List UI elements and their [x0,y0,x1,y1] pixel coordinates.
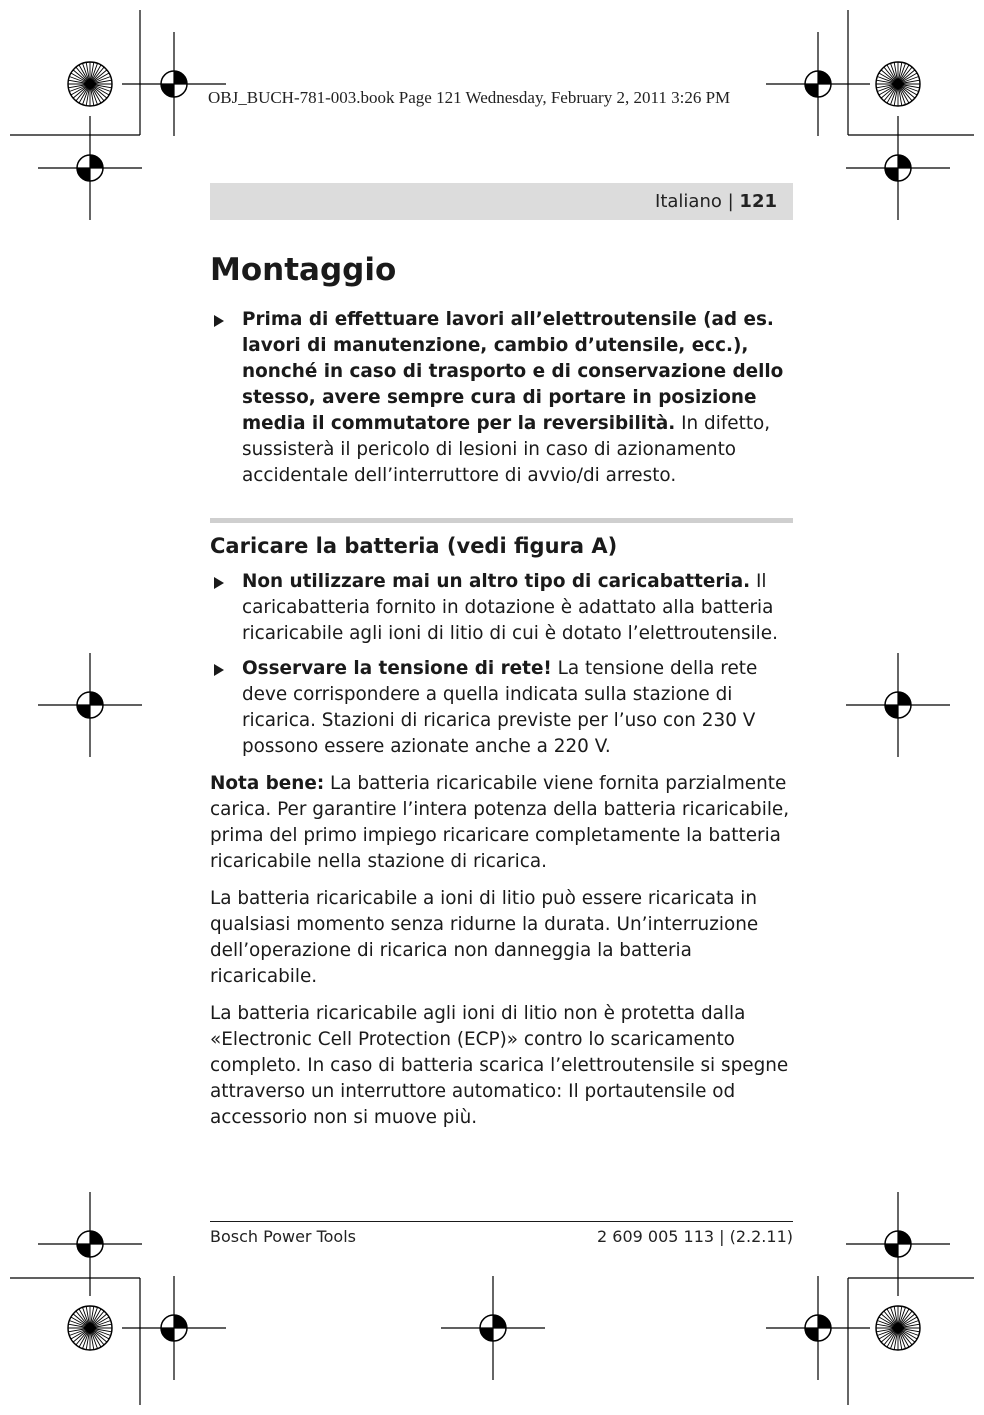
footer-brand: Bosch Power Tools [210,1227,356,1246]
warning-bold-text: Prima di effettuare lavori all’elettroutensile (ad es. lavori di manutenzione, cambio d’utensile, ecc.), nonché in caso di trasporto e di conservazione dello stesso, avere sempre cura di portare in posizione media il commutatore per la reversibilità. [242,309,784,434]
warning-item [210,307,793,489]
bullet-bold-text: Osservare la tensione di rete! [242,658,552,679]
bullet-item [210,656,793,760]
page-header [210,183,793,220]
note-text: La batteria ricaricabile viene fornita parzialmente carica. Per garantire l’intera potenza della batteria ricaricabile, prima del primo impiego ricaricare completamente la batteria ricaricabile nella stazione di ricarica. [210,773,790,872]
footer-rule [210,1221,793,1222]
bullet-text: Il caricabatteria fornito in dotazione è adattato alla batteria ricaricabile agli ioni di litio di cui è dotato l’elettroutensile. [242,571,778,644]
page-header-text [655,183,777,220]
bullet-bold-text: Non utilizzare mai un altro tipo di caricabatteria. [242,571,751,592]
bullet-triangle-icon [214,315,224,327]
body-paragraph: La batteria ricaricabile agli ioni di litio non è protetta dalla «Electronic Cell Protection (ECP)» contro lo scaricamento completo. In caso di batteria scarica l’elettroutensile si spegne attraverso un interruttore automatico: Il portautensile od accessorio non si muove più. [210,1003,789,1128]
sunburst-target-top-left [68,62,112,106]
section-title: Montaggio [210,252,397,288]
registration-cross-left-middle [38,653,142,757]
subsection-title: Caricare la batteria (vedi figura A) [210,534,618,558]
page-number: 121 [739,191,777,212]
footer-doc-number: 2 609 005 113 | (2.2.11) [597,1227,793,1246]
registration-cross-right-middle [846,653,950,757]
note-paragraph [210,771,793,875]
bullet-triangle-icon [214,664,224,676]
bullet-item [210,569,793,647]
registration-cross-bottom-center [441,1276,545,1380]
registration-cross-right-lower [846,1192,950,1296]
sunburst-target-top-right [876,62,920,106]
header-language: Italiano [655,191,722,212]
sunburst-target-bottom-left [68,1306,112,1350]
print-slug: OBJ_BUCH-781-003.book Page 121 Wednesday, February 2, 2011 3:26 PM [208,88,731,107]
registration-cross-left-lower [38,1192,142,1296]
registration-cross-right-upper [846,116,950,220]
page-content [210,250,793,1131]
sunburst-target-bottom-right [876,1306,920,1350]
bullet-text: La tensione della rete deve corrispondere a quella indicata sulla stazione di ricarica. Stazioni di ricarica previste per l’uso con 230 V possono essere azionate anche a 220 V. [242,658,758,757]
section-divider [210,518,793,523]
registration-cross-left-upper [38,116,142,220]
registration-cross-bottom-right [766,1276,870,1380]
bullet-triangle-icon [214,577,224,589]
registration-cross-bottom-left [122,1276,226,1380]
body-paragraph: La batteria ricaricabile a ioni di litio può essere ricaricata in qualsiasi momento senza ridurne la durata. Un’interruzione dell’operazione di ricarica non danneggia la batteria ricaricabile. [210,888,759,987]
warning-text: In difetto, sussisterà il pericolo di lesioni in caso di azionamento accidentale dell’interruttore di avvio/di arresto. [242,413,771,486]
note-label: Nota bene: [210,773,325,794]
header-separator: | [727,191,734,212]
